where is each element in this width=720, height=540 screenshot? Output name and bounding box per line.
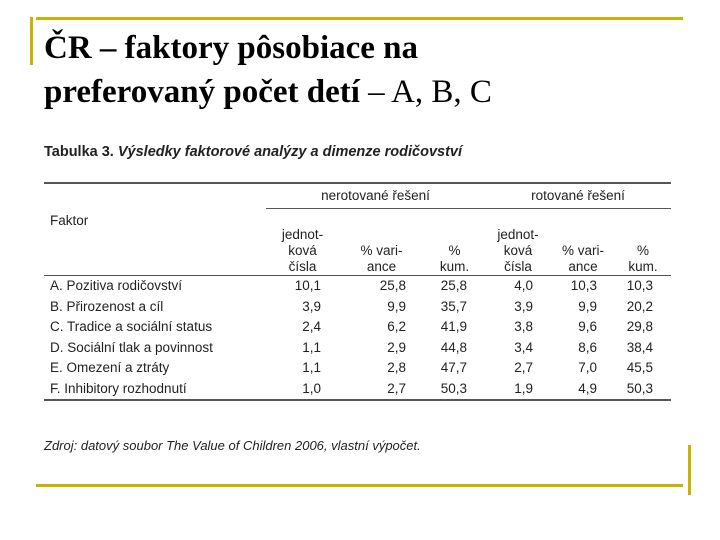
table-cell: 8,6 [578, 339, 597, 355]
table-cell: 9,9 [387, 298, 406, 314]
table-cell: 6,2 [387, 319, 406, 335]
table-cell: 44,8 [440, 339, 467, 355]
table-header-empty [44, 183, 266, 209]
table-cell: 2,4 [302, 319, 321, 335]
table-cell: 2,9 [387, 339, 406, 355]
table-row [44, 378, 671, 400]
table-row [44, 317, 671, 338]
table-cell: 2,7 [339, 378, 424, 400]
column-header: % kum. [424, 209, 485, 276]
table-cell: 4,0 [514, 278, 533, 294]
table-cell: 9,6 [578, 319, 597, 335]
row-label: A. Pozitiva rodičovství [50, 278, 183, 294]
table-cell: 3,9 [302, 298, 321, 314]
table-row [44, 337, 671, 358]
decorative-right-line [688, 445, 691, 495]
table-cell: 41,9 [440, 319, 467, 335]
table-row [44, 275, 671, 296]
group-header-unrotated: nerotované řešení [266, 183, 485, 209]
table-cell: 29,8 [626, 319, 653, 335]
table-caption-text: Výsledky faktorové analýzy a dimenze rodičovství [113, 144, 462, 160]
table-cell: 45,5 [626, 360, 653, 376]
table-cell: 7,0 [578, 360, 597, 376]
table-cell: 4,9 [551, 378, 615, 400]
table-cell: 2,8 [387, 360, 406, 376]
title-line-1: ČR – faktory pôsobiace na [44, 30, 419, 66]
table-cell: 1,0 [266, 378, 339, 400]
table-cell: 3,9 [514, 298, 533, 314]
table-cell: 50,3 [615, 378, 671, 400]
table-subheader-row [44, 209, 671, 276]
row-label: F. Inhibitory rozhodnutí [44, 378, 266, 400]
row-label: C. Tradice a sociální status [50, 319, 213, 335]
decorative-bottom-line [36, 484, 683, 487]
group-header-rotated: rotované řešení [485, 183, 671, 209]
table-row [44, 358, 671, 379]
column-header: % vari- ance [551, 209, 615, 276]
table-cell: 1,9 [485, 378, 551, 400]
column-header: jednot- ková čísla [266, 209, 339, 276]
factor-table [44, 182, 671, 401]
table-image [40, 140, 676, 465]
row-label: B. Přirozenost a cíl [50, 298, 164, 314]
title-line-2-normal: – A, B, C [359, 74, 492, 110]
table-cell: 25,8 [440, 278, 467, 294]
column-header: % vari- ance [339, 209, 424, 276]
decorative-top-line [36, 17, 683, 20]
table-caption-number: Tabulka 3. [44, 144, 114, 160]
column-header-factor: Faktor [44, 209, 266, 276]
table-cell: 50,3 [424, 378, 485, 400]
slide-title [44, 26, 492, 114]
table-group-header-row [44, 183, 671, 209]
table-cell: 3,8 [514, 319, 533, 335]
table-cell: 38,4 [626, 339, 653, 355]
row-label: E. Omezení a ztráty [50, 360, 170, 376]
table-cell: 10,3 [570, 278, 597, 294]
table-source-note: Zdroj: datový soubor The Value of Children 2006, vlastní výpočet. [44, 438, 421, 453]
table-caption [44, 144, 462, 160]
table-cell: 9,9 [578, 298, 597, 314]
column-header: % kum. [615, 209, 671, 276]
table-cell: 25,8 [379, 278, 406, 294]
row-label: D. Sociální tlak a povinnost [50, 339, 213, 355]
table-cell: 2,7 [514, 360, 533, 376]
table-row [44, 296, 671, 317]
table-cell: 1,1 [302, 360, 321, 376]
table-cell: 10,3 [626, 278, 653, 294]
table-cell: 1,1 [302, 339, 321, 355]
title-line-2-bold: preferovaný počet detí [44, 74, 360, 110]
table-cell: 20,2 [626, 298, 653, 314]
table-cell: 35,7 [440, 298, 467, 314]
table-cell: 47,7 [440, 360, 467, 376]
column-header: jednot- ková čísla [485, 209, 551, 276]
decorative-left-line [30, 17, 33, 65]
table-cell: 10,1 [294, 278, 321, 294]
table-cell: 3,4 [514, 339, 533, 355]
